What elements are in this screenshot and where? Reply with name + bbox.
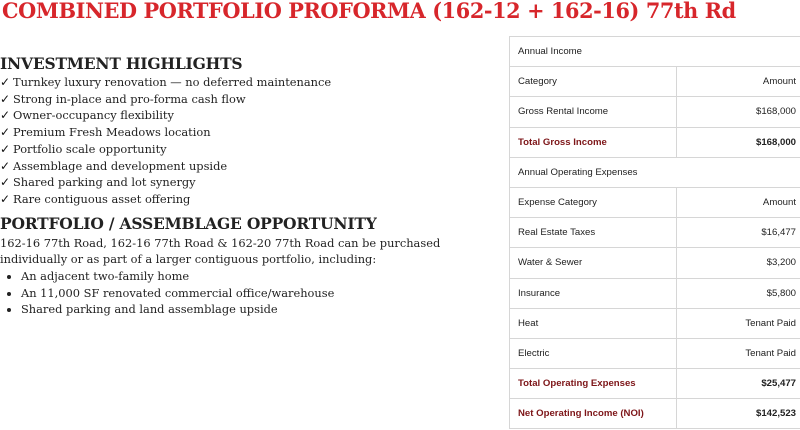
portfolio-bullet: • An 11,000 SF renovated commercial office/warehouse xyxy=(21,285,490,302)
total-label: Total Operating Expenses xyxy=(510,369,677,399)
row-amount: $5,800 xyxy=(677,278,800,308)
total-label: Total Gross Income xyxy=(510,127,677,157)
noi-amount: $142,523 xyxy=(677,399,800,429)
page-title: COMBINED PORTFOLIO PROFORMA (162-12 + 162-16) 77th Rd xyxy=(2,0,736,23)
row-label: Electric xyxy=(510,338,677,368)
check-icon: ✓ xyxy=(0,191,11,206)
check-icon: ✓ xyxy=(0,125,11,140)
highlight-item: ✓ Rare contiguous asset offering xyxy=(0,191,191,206)
amount-header: Amount xyxy=(677,67,800,97)
noi-row xyxy=(510,399,800,429)
expense-section-label: Annual Operating Expenses xyxy=(510,157,800,187)
total-amount: $168,000 xyxy=(677,127,800,157)
expense-section-row xyxy=(510,157,800,187)
noi-label: Net Operating Income (NOI) xyxy=(510,399,677,429)
portfolio-bullet: • Shared parking and land assemblage upside xyxy=(21,301,490,318)
highlight-item: ✓ Premium Fresh Meadows location xyxy=(0,125,211,140)
expense-header-row xyxy=(510,187,800,217)
check-icon: ✓ xyxy=(0,91,11,106)
row-amount: $3,200 xyxy=(677,248,800,278)
table-row xyxy=(510,278,800,308)
highlight-item: ✓ Assemblage and development upside xyxy=(0,158,228,173)
total-operating-expenses-row xyxy=(510,369,800,399)
row-amount: $16,477 xyxy=(677,218,800,248)
check-icon: ✓ xyxy=(0,75,11,89)
portfolio-bullets xyxy=(0,268,490,318)
row-amount: Tenant Paid xyxy=(677,308,800,338)
highlight-item: ✓ Strong in-place and pro-forma cash flow xyxy=(0,91,246,106)
highlight-item: ✓ Turnkey luxury renovation — no deferred maintenance xyxy=(0,75,332,89)
income-section-label: Annual Income xyxy=(510,37,800,67)
highlight-item: ✓ Portfolio scale opportunity xyxy=(0,141,167,156)
row-amount: Tenant Paid xyxy=(677,338,800,368)
check-icon: ✓ xyxy=(0,158,11,173)
row-label: Heat xyxy=(510,308,677,338)
row-amount: $168,000 xyxy=(677,97,800,127)
proforma-table xyxy=(509,36,800,429)
check-icon: ✓ xyxy=(0,175,11,190)
highlight-item: ✓ Owner-occupancy flexibility xyxy=(0,108,174,123)
table-row xyxy=(510,97,800,127)
left-column xyxy=(0,54,490,318)
row-label: Gross Rental Income xyxy=(510,97,677,127)
category-header: Category xyxy=(510,67,677,97)
table-row xyxy=(510,338,800,368)
income-header-row xyxy=(510,67,800,97)
highlights-list xyxy=(0,74,490,208)
table-row xyxy=(510,218,800,248)
table-row xyxy=(510,248,800,278)
total-gross-income-row xyxy=(510,127,800,157)
row-label: Water & Sewer xyxy=(510,248,677,278)
income-section-row xyxy=(510,37,800,67)
check-icon: ✓ xyxy=(0,108,11,123)
highlight-item: ✓ Shared parking and lot synergy xyxy=(0,175,196,190)
investment-highlights-heading: INVESTMENT HIGHLIGHTS xyxy=(0,54,243,73)
total-amount: $25,477 xyxy=(677,369,800,399)
table-row xyxy=(510,308,800,338)
row-label: Real Estate Taxes xyxy=(510,218,677,248)
check-icon: ✓ xyxy=(0,141,11,156)
amount-header: Amount xyxy=(677,187,800,217)
expense-category-header: Expense Category xyxy=(510,187,677,217)
portfolio-paragraph: 162-16 77th Road, 162-16 77th Road & 162-20 77th Road can be purchased individually or as part of a larger contiguous portfolio, including: xyxy=(0,235,441,267)
row-label: Insurance xyxy=(510,278,677,308)
portfolio-heading: PORTFOLIO / ASSEMBLAGE OPPORTUNITY xyxy=(0,213,377,233)
portfolio-bullet: • An adjacent two-family home xyxy=(21,268,490,285)
